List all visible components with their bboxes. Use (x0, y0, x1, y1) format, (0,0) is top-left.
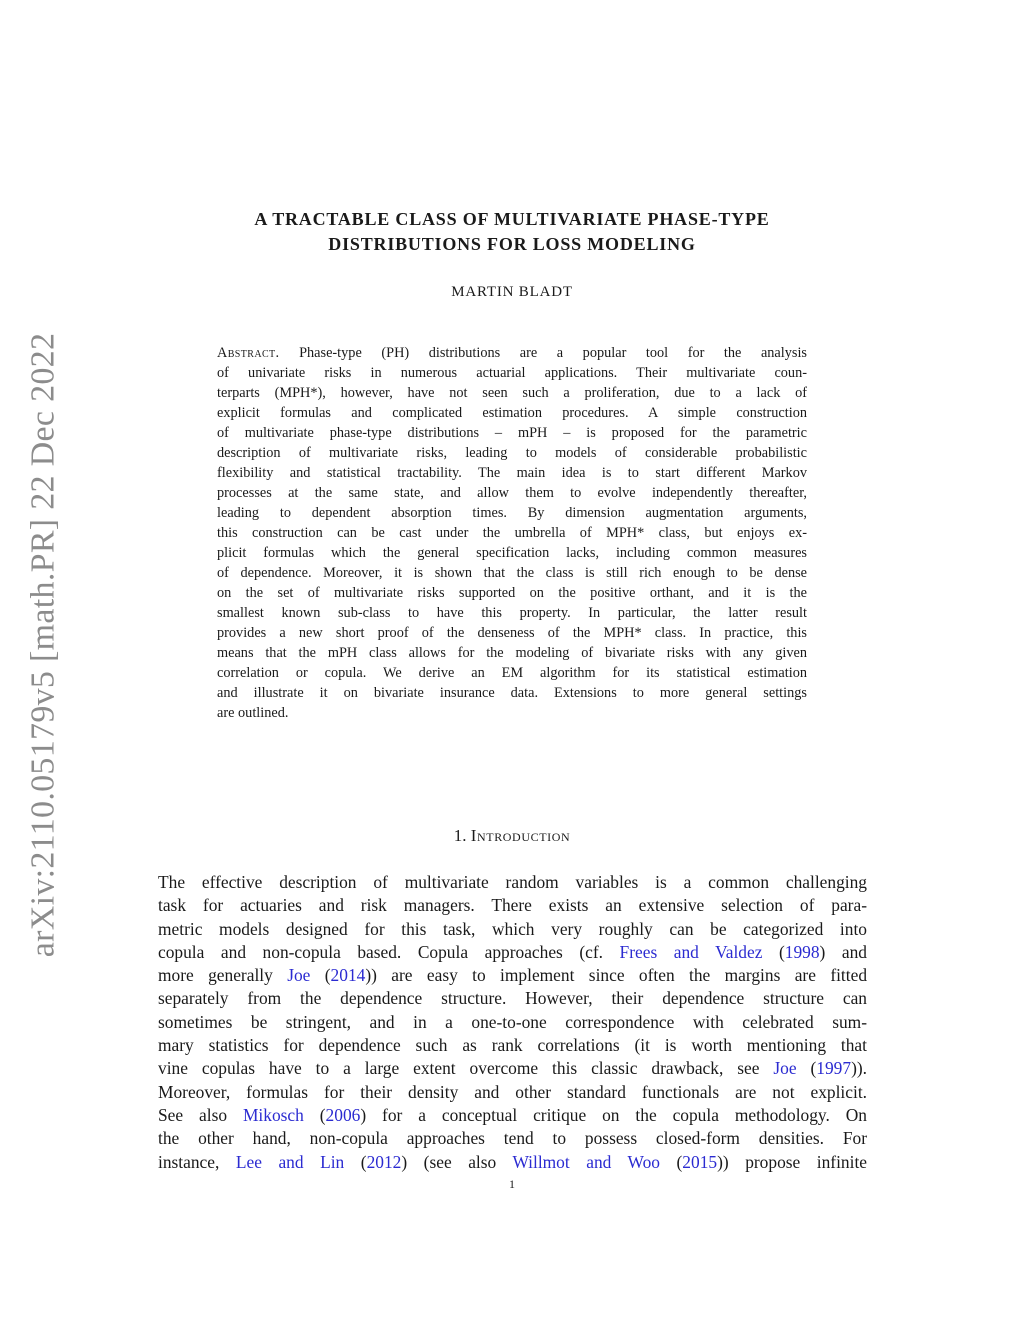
body-line: task for actuaries and risk managers. There exists an extensive selection of para- (158, 895, 867, 916)
abstract-label: Abstract. (217, 345, 280, 361)
section-title: Introduction (470, 826, 571, 845)
abstract-line: smallest known sub-class to have this property. In particular, the latter result (217, 605, 807, 621)
citation-year-link[interactable]: 2015 (682, 1151, 718, 1172)
paper-title-line-1: A TRACTABLE CLASS OF MULTIVARIATE PHASE-TYPE (254, 209, 770, 229)
citation-link[interactable]: Frees and Valdez (619, 941, 763, 962)
abstract-line: this construction can be cast under the umbrella of MPH* class, but enjoys ex- (217, 525, 807, 541)
citation-link[interactable]: Joe (773, 1058, 797, 1079)
paper-title-line-2: DISTRIBUTIONS FOR LOSS MODELING (328, 234, 696, 254)
abstract-line: of multivariate phase-type distributions – mPH – is proposed for the parametric (217, 425, 807, 441)
body-line: more generally Joe (2014)) are easy to implement since often the margins are fitted (158, 965, 868, 986)
body-line: instance, Lee and Lin (2012) (see also Willmot and Woo (2015)) propose infinite (158, 1151, 868, 1172)
citation-link[interactable]: Mikosch (242, 1104, 304, 1125)
abstract-line: of univariate risks in numerous actuarial applications. Their multivariate coun- (217, 365, 807, 381)
abstract (217, 343, 807, 723)
arxiv-identifier-stamp (23, 330, 63, 960)
abstract-line: on the set of multivariate risks supported on the positive orthant, and it is the (217, 585, 807, 601)
citation-year-link[interactable]: 2006 (325, 1104, 361, 1125)
body-line: separately from the dependence structure. However, their dependence structure can (158, 988, 867, 1009)
abstract-line: leading to dependent absorption times. By dimension augmentation arguments, (217, 505, 807, 521)
abstract-line: Abstract. Phase-type (PH) distributions are a popular tool for the analysis (217, 345, 807, 361)
citation-year-link[interactable]: 2014 (330, 965, 366, 986)
abstract-line: description of multivariate risks, leading to models of considerable probabilistic (217, 445, 807, 461)
arxiv-identifier-text: arXiv:2110.05179v5 [math.PR] 22 Dec 2022 (24, 332, 61, 958)
section-heading-introduction (150, 826, 874, 846)
citation-year-link[interactable]: 1998 (784, 941, 820, 962)
abstract-line: terparts (MPH*), however, have not seen such a proliferation, due to a lack of (217, 385, 807, 401)
abstract-line: flexibility and statistical tractability. The main idea is to start different Markov (217, 465, 807, 481)
body-line: metric models designed for this task, which very roughly can be categorized into (158, 918, 867, 939)
citation-year-link[interactable]: 1997 (816, 1058, 852, 1079)
body-line: See also Mikosch (2006) for a conceptual critique on the copula methodology. On (158, 1104, 868, 1125)
abstract-line: provides a new short proof of the denseness of the MPH* class. In practice, this (217, 625, 807, 641)
body-line: vine copulas have to a large extent overcome this classic drawback, see Joe (1997)). (158, 1058, 867, 1079)
abstract-line: processes at the same state, and allow them to evolve independently thereafter, (217, 485, 807, 501)
body-line: sometimes be stringent, and in a one-to-one correspondence with celebrated sum- (158, 1011, 867, 1032)
introduction-paragraph (158, 871, 867, 1174)
abstract-line: correlation or copula. We derive an EM algorithm for its statistical estimation (217, 665, 807, 681)
citation-year-link[interactable]: 2012 (366, 1151, 402, 1172)
citation-link[interactable]: Joe (287, 965, 311, 986)
body-line: mary statistics for dependence such as rank correlations (it is worth mentioning that (158, 1035, 867, 1056)
body-line: The effective description of multivariate random variables is a common challenging (158, 872, 867, 892)
section-number: 1. (453, 826, 467, 845)
page-number: 1 (509, 1177, 515, 1191)
abstract-line: and illustrate it on bivariate insurance data. Extensions to more general settings (217, 685, 807, 701)
citation-link[interactable]: Lee and Lin (235, 1151, 345, 1172)
author-name: MARTIN BLADT (451, 284, 573, 300)
abstract-line: of dependence. Moreover, it is shown that the class is still rich enough to be dense (217, 565, 807, 581)
body-line: copula and non-copula based. Copula approaches (cf. Frees and Valdez (1998) and (158, 941, 867, 962)
abstract-line: means that the mPH class allows for the modeling of bivariate risks with any given (217, 645, 807, 661)
paper-title (150, 207, 874, 257)
body-line: Moreover, formulas for their density and other standard functionals are not explicit. (158, 1081, 867, 1102)
abstract-line: explicit formulas and complicated estimation procedures. A simple construction (217, 405, 807, 421)
body-line: the other hand, non-copula approaches tend to possess closed-form densities. For (158, 1128, 867, 1149)
abstract-line: are outlined. (217, 705, 289, 721)
citation-link[interactable]: Willmot and Woo (512, 1151, 660, 1172)
abstract-line: plicit formulas which the general specification lacks, including common measures (217, 545, 807, 561)
